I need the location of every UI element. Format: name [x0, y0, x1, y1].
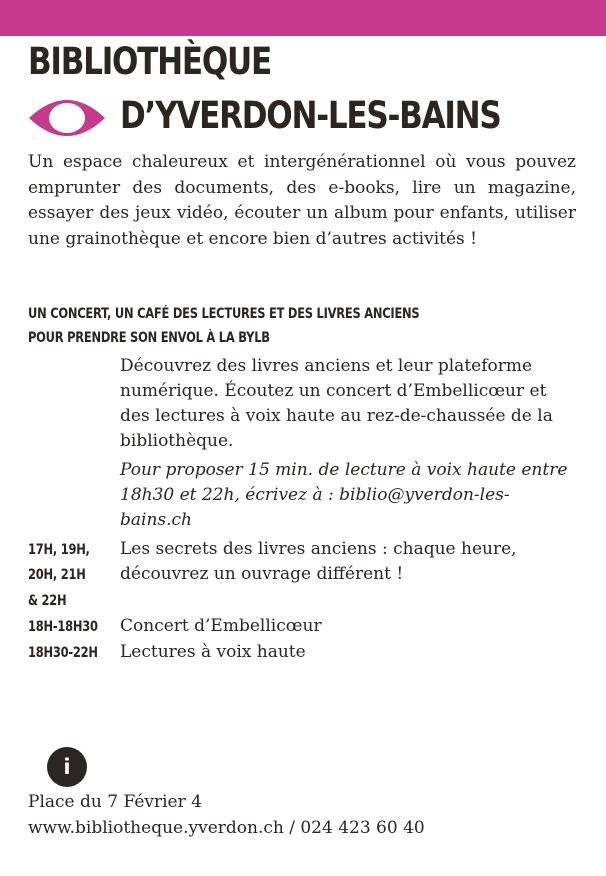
- website-phone[interactable]: www.bibliotheque.yverdon.ch / 024 423 60 40: [28, 818, 425, 838]
- schedule-time-1c: & 22H: [28, 593, 67, 609]
- event-subtitle-line2: POUR PRENDRE SON ENVOL À LA BYLB: [28, 330, 270, 346]
- top-accent-bar: [0, 0, 606, 36]
- schedule-activity-2: Concert d’Embellicœur: [120, 616, 322, 636]
- event-subtitle-line1: UN CONCERT, UN CAFÉ DES LECTURES ET DES LIVRES ANCIENS: [28, 306, 420, 322]
- event-call-to-action: Pour proposer 15 min. de lecture à voix haute entre 18h30 et 22h, écrivez à : biblio@yverdon-les-bains.ch: [120, 460, 568, 530]
- schedule-time-1b: 20H, 21H: [28, 567, 86, 583]
- schedule-time-2: 18H-18H30: [28, 619, 98, 635]
- schedule-activity-3: Lectures à voix haute: [120, 642, 306, 662]
- intro-paragraph: Un espace chaleureux et intergénérationnel où vous pouvez emprunter des documents, des e-books, lire un magazine, essayer des jeux vidéo, écouter un album pour enfants, utiliser une grainothèque et encore bien d’autres activités !: [28, 152, 576, 249]
- schedule-activity-1b: découvrez un ouvrage différent !: [120, 564, 404, 584]
- page-title-line1: BIBLIOTHÈQUE: [28, 40, 271, 83]
- info-icon: i: [47, 747, 87, 787]
- schedule-activity-1a: Les secrets des livres anciens : chaque heure,: [120, 539, 517, 559]
- schedule-time-3: 18H30-22H: [28, 645, 98, 661]
- schedule-time-1a: 17H, 19H,: [28, 542, 90, 558]
- eye-icon: [27, 92, 107, 144]
- event-description: Découvrez des livres anciens et leur plateforme numérique. Écoutez un concert d’Embellicœur et des lectures à voix haute au rez-de-chaussée de la bibliothèque.: [120, 356, 553, 451]
- page-title-line2: D’YVERDON-LES-BAINS: [120, 94, 501, 137]
- address: Place du 7 Février 4: [28, 792, 202, 812]
